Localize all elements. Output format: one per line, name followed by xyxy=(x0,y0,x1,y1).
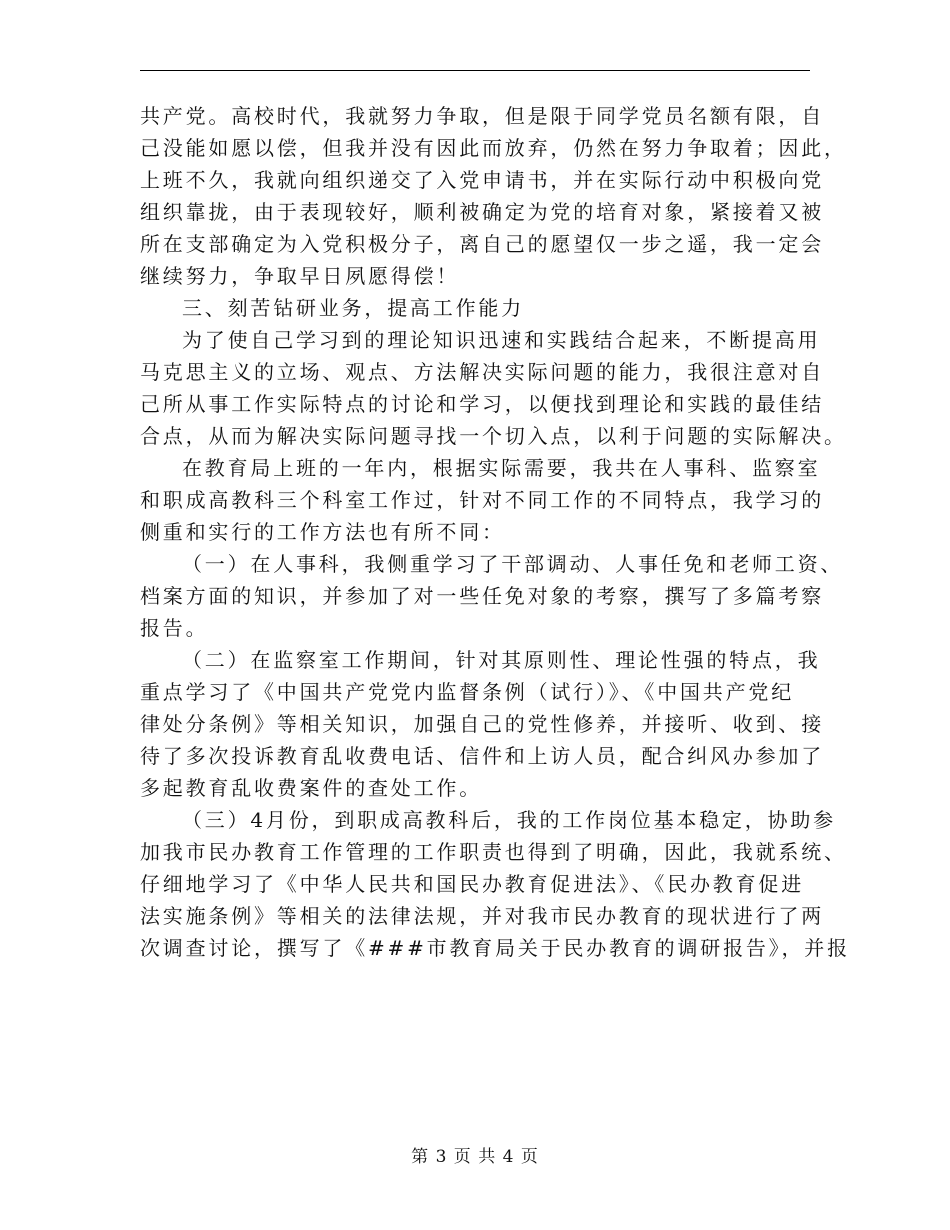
text-line: （一）在人事科，我侧重学习了干部调动、人事任免和老师工资、 xyxy=(182,552,844,576)
text-line: 三、刻苦钻研业务，提高工作能力 xyxy=(182,296,524,320)
text-line: 继续努力，争取早日夙愿得偿！ xyxy=(140,264,460,288)
text-line: 律处分条例》等相关知识，加强自己的党性修养，并接听、收到、接 xyxy=(140,712,824,736)
text-line: 上班不久，我就向组织递交了入党申请书，并在实际行动中积极向党 xyxy=(140,168,824,192)
text-line: 报告。 xyxy=(140,616,209,640)
text-line: 多起教育乱收费案件的查处工作。 xyxy=(140,776,482,800)
text-line: 为了使自己学习到的理论知识迅速和实践结合起来，不断提高用 xyxy=(182,328,821,352)
text-line: 组织靠拢，由于表现较好，顺利被确定为党的培育对象，紧接着又被 xyxy=(140,200,824,224)
text-line: 重点学习了《中国共产党党内监督条例（试行）》、《中国共产党纪 xyxy=(140,680,794,704)
text-line: （三）4月份，到职成高教科后，我的工作岗位基本稳定，协助参 xyxy=(182,808,836,832)
text-line: 共产党。高校时代，我就努力争取，但是限于同学党员名额有限，自 xyxy=(140,104,824,128)
text-line: 在教育局上班的一年内，根据实际需要，我共在人事科、监察室 xyxy=(182,456,821,480)
document-body xyxy=(140,100,850,964)
text-line: 法实施条例》等相关的法律法规，并对我市民办教育的现状进行了两 xyxy=(140,904,824,928)
text-line: 档案方面的知识，并参加了对一些任免对象的考察，撰写了多篇考察 xyxy=(140,584,824,608)
text-line: （二）在监察室工作期间，针对其原则性、理论性强的特点，我 xyxy=(182,648,821,672)
page-footer: 第 3 页 共 4 页 xyxy=(411,1147,539,1167)
text-line: 侧重和实行的工作方法也有所不同： xyxy=(140,520,505,544)
header-rule xyxy=(140,70,810,71)
text-line: 马克思主义的立场、观点、方法解决实际问题的能力，我很注意对自 xyxy=(140,360,824,384)
text-line: 仔细地学习了《中华人民共和国民办教育促进法》、《民办教育促进 xyxy=(140,872,804,896)
text-line: 己所从事工作实际特点的讨论和学习，以便找到理论和实践的最佳结 xyxy=(140,392,824,416)
text-line: 待了多次投诉教育乱收费电话、信件和上访人员，配合纠风办参加了 xyxy=(140,744,824,768)
text-line: 所在支部确定为入党积极分子，离自己的愿望仅一步之遥，我一定会 xyxy=(140,232,824,256)
text-line: 次调查讨论，撰写了《###市教育局关于民办教育的调研报告》，并报 xyxy=(140,936,850,960)
text-line: 和职成高教科三个科室工作过，针对不同工作的不同特点，我学习的 xyxy=(140,488,824,512)
text-line: 己没能如愿以偿，但我并没有因此而放弃，仍然在努力争取着；因此， xyxy=(140,136,847,160)
text-line: 加我市民办教育工作管理的工作职责也得到了明确，因此，我就系统、 xyxy=(140,840,847,864)
text-line: 合点，从而为解决实际问题寻找一个切入点，以利于问题的实际解决。 xyxy=(140,424,847,448)
